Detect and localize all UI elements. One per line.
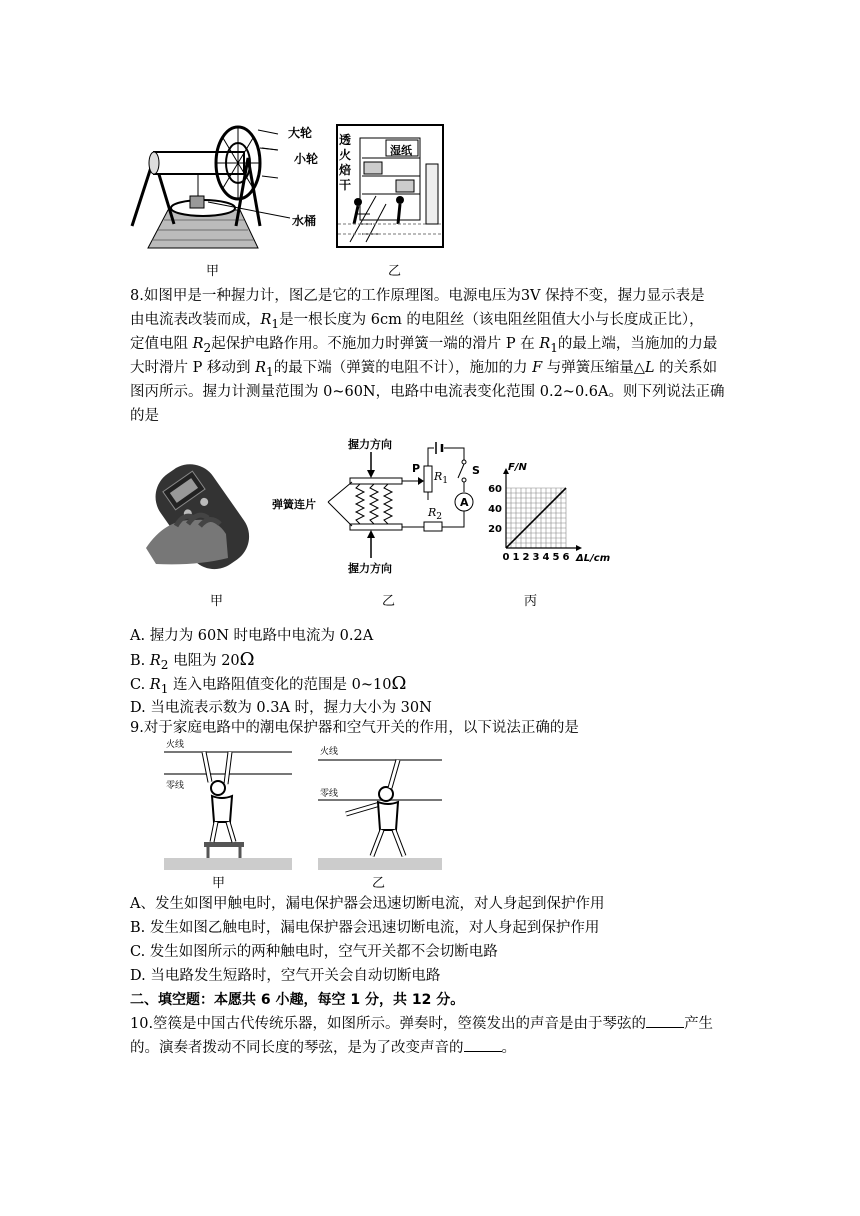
paper-label-4: 干 <box>339 178 352 192</box>
q8-stem-line4: 大时滑片 P 移动到 $R_1$的最下端（弹簧的电阻不计），施加的力 F 与弹簧压缩量△L 的关系如 <box>130 360 718 379</box>
q9-fig-caption-b: 乙 <box>372 876 386 891</box>
paper-label-1: 透 <box>339 133 352 147</box>
x-tick-label: 3 <box>532 552 540 563</box>
shock-figure-a <box>164 738 294 872</box>
y-tick-label: 20 <box>488 524 502 535</box>
spring-plate-label: 弹簧连片 <box>272 498 316 511</box>
q10-blank-2[interactable] <box>464 1037 502 1052</box>
wet-paper-label: 湿纸 <box>390 144 412 157</box>
ammeter-label: A <box>460 496 469 509</box>
y-tick-label: 40 <box>488 504 502 515</box>
q10-blank-1[interactable] <box>646 1013 684 1028</box>
x-tick-label: 0 <box>502 552 510 563</box>
q8-stem-line3: 定值电阻 $R_2$起保护电路作用。不施加力时弹簧一端的滑片 P 在 $R_1$的最上端，当施加的力最 <box>130 336 718 355</box>
slider-p-label: P <box>412 462 421 475</box>
y-tick-label: 60 <box>488 484 502 495</box>
q8-stem-line1: 8.如图甲是一种握力计，图乙是它的工作原理图。电源电压为3V 保持不变，握力显示表是 <box>130 288 705 304</box>
x-axis-arrow <box>576 545 582 551</box>
switch-s-label: S <box>472 464 480 477</box>
figure-caption-a: 甲 <box>206 264 220 279</box>
grip-dynamometer-photo <box>136 448 276 568</box>
paper-label-3: 焙 <box>339 163 352 177</box>
x-tick-label: 6 <box>562 552 570 563</box>
bucket-label: 水桶 <box>292 214 317 228</box>
q9-fig-caption-a: 甲 <box>212 876 226 891</box>
q8-fig-caption-c: 丙 <box>524 594 538 609</box>
q9-stem: 9.对于家庭电路中的潮电保护器和空气开关的作用，以下说法正确的是 <box>130 720 579 736</box>
q8-option-b: B. $R_2$ 电阻为 20Ω <box>130 649 255 672</box>
q10-line1: 10.箜篌是中国古代传统乐器，如图所示。弹奏时，箜篌发出的声音是由于琴弦的 产生 <box>130 1012 713 1036</box>
paper-label-2: 火 <box>339 148 352 162</box>
figure-caption-b: 乙 <box>388 264 402 279</box>
q8-option-a: A. 握力为 60N 时电路中电流为 0.2A <box>130 628 374 644</box>
neutral-wire-label-a: 零线 <box>166 781 185 791</box>
live-wire-label-b: 火线 <box>320 747 339 757</box>
force-direction-bottom: 握力方向 <box>348 562 392 575</box>
shock-figure-b <box>318 738 444 872</box>
q8-option-d: D. 当电流表示数为 0.3A 时，握力大小为 30N <box>130 700 432 716</box>
neutral-wire-label-b: 零线 <box>320 789 339 799</box>
x-tick-label: 5 <box>552 552 560 563</box>
q9-option-a: A、发生如图甲触电时，漏电保护器会迅速切断电流，对人身起到保护作用 <box>130 896 605 912</box>
q9-option-d: D. 当电路发生短路时，空气开关会自动切断电路 <box>130 968 441 984</box>
big-wheel-label: 大轮 <box>288 126 313 140</box>
x-tick-label: 4 <box>542 552 550 563</box>
q8-fig-caption-a: 甲 <box>210 594 224 609</box>
q9-option-b: B. 发生如图乙触电时，漏电保护器会迅速切断电流，对人身起到保护作用 <box>130 920 600 936</box>
live-wire-label-a: 火线 <box>166 740 185 750</box>
q8-stem-line2: 由电流表改装而成，$R_1$是一根长度为 6cm 的电阻丝（该电阻丝阻值大小与长度成正比）， <box>130 312 704 331</box>
y-axis-label: F/N <box>508 462 527 473</box>
r2-label: $R_2$ <box>428 506 443 523</box>
x-axis-label: ΔL/cm <box>576 553 611 564</box>
q8-fig-caption-b: 乙 <box>382 594 396 609</box>
q10-line2: 的。演奏者拨动不同长度的琴弦，是为了改变声音的 。 <box>130 1036 516 1060</box>
force-direction-top: 握力方向 <box>348 438 392 451</box>
q8-stem-line5: 图丙所示。握力计测量范围为 0~60N，电路中电流表变化范围 0.2~0.6A。则下列说法正确 <box>130 384 725 400</box>
q8-option-c: C. $R_1$ 连入电路阻值变化的范围是 0~10Ω <box>130 673 407 696</box>
q9-option-c: C. 发生如图所示的两种触电时，空气开关都不会切断电路 <box>130 944 498 960</box>
x-tick-label: 1 <box>512 552 520 563</box>
x-tick-label: 2 <box>522 552 530 563</box>
small-wheel-label: 小轮 <box>294 152 319 166</box>
r1-label: $R_1$ <box>434 470 449 487</box>
q8-stem-line6: 的是 <box>130 408 159 424</box>
section-heading: 二、填空题：本愿共 6 小趣，每空 1 分，共 12 分。 <box>130 992 465 1008</box>
force-compression-chart <box>484 452 611 592</box>
